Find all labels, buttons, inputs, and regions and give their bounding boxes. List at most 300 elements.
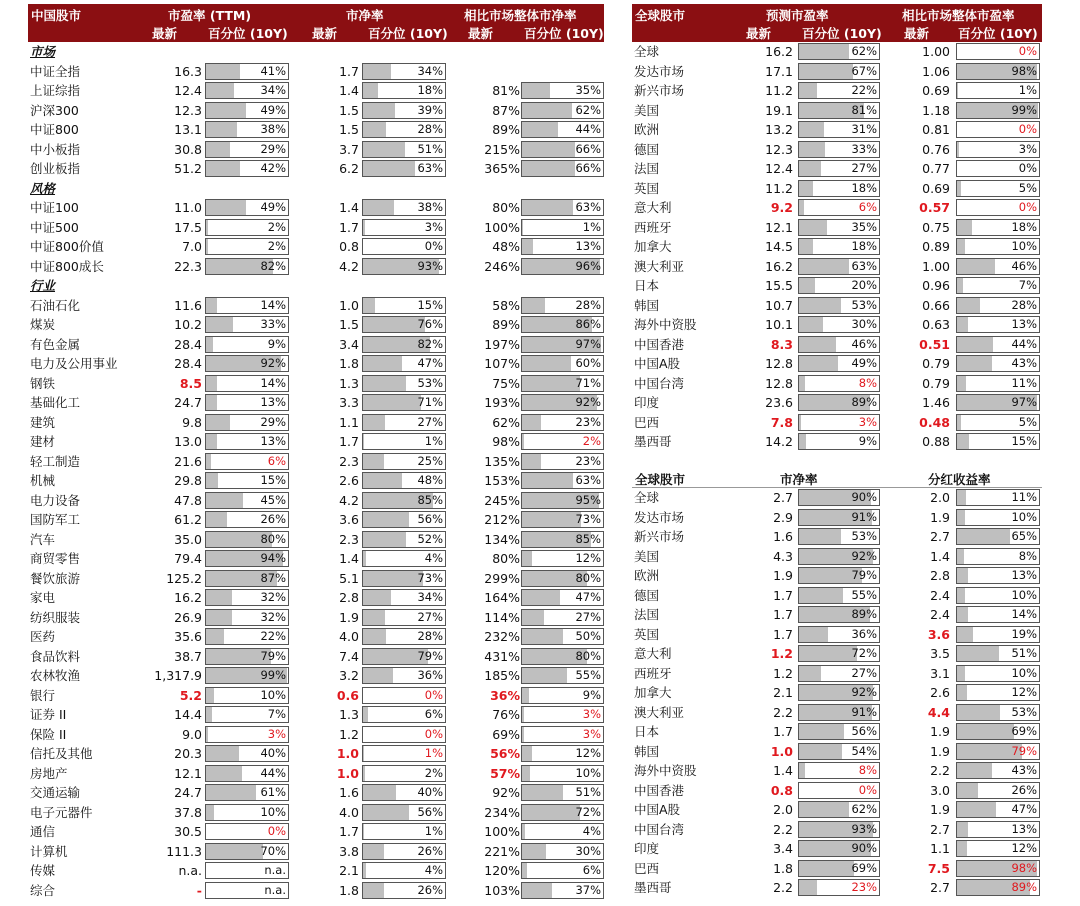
percentile-bar	[362, 862, 446, 879]
pb-latest: 2.1	[339, 863, 359, 878]
row-label: 创业板指	[30, 161, 81, 176]
table-row	[632, 42, 1042, 62]
percentile-fill	[363, 376, 406, 391]
percentile-value: 28%	[575, 297, 601, 312]
dividend-yield-latest: 3.1	[930, 665, 950, 681]
pe-latest: 16.2	[174, 590, 202, 605]
percentile-value: 76%	[417, 317, 443, 331]
percentile-value: 8%	[858, 763, 877, 777]
percentile-bar	[362, 765, 446, 782]
percentile-bar	[521, 648, 604, 665]
percentile-bar	[798, 199, 880, 216]
table-row	[28, 81, 604, 101]
dividend-yield-latest: 1.9	[930, 802, 950, 817]
table-row	[632, 664, 1042, 684]
percentile-fill	[522, 356, 571, 371]
row-label: 发达市场	[634, 63, 685, 79]
percentile-fill	[799, 646, 857, 661]
table-row	[632, 432, 1042, 452]
percentile-bar	[956, 528, 1040, 545]
forward-pe-latest: 8.3	[770, 336, 793, 352]
percentile-value: 87%	[260, 570, 286, 585]
percentile-fill	[363, 707, 368, 722]
percentile-fill	[363, 746, 364, 761]
percentile-fill	[363, 512, 409, 527]
row-label: 加拿大	[634, 685, 672, 700]
percentile-bar	[798, 528, 880, 545]
percentile-bar	[362, 121, 446, 138]
percentile-value: 54%	[851, 743, 877, 758]
percentile-fill	[957, 685, 967, 700]
pb-latest: 1.4	[339, 200, 359, 215]
table-row	[28, 257, 604, 277]
percentile-value: 86%	[575, 317, 601, 331]
percentile-bar	[521, 862, 604, 879]
row-label: 中国香港	[634, 782, 685, 798]
percentile-fill	[206, 746, 239, 761]
percentile-bar	[956, 375, 1040, 392]
row-label: 美国	[634, 102, 660, 118]
table-row	[632, 237, 1042, 257]
percentile-fill	[799, 627, 828, 642]
percentile-bar	[798, 509, 880, 526]
row-label: 汽车	[30, 531, 56, 547]
header-market: 全球股市	[635, 472, 686, 487]
percentile-bar	[205, 297, 289, 314]
global-pb-body	[632, 488, 1042, 898]
percentile-fill	[522, 551, 532, 566]
pe-latest: 125.2	[166, 570, 202, 586]
pb-latest: 1.6	[339, 785, 359, 800]
row-label: 全球	[634, 44, 660, 59]
dividend-yield-latest: 2.8	[930, 568, 950, 583]
percentile-bar	[521, 238, 604, 255]
percentile-bar	[798, 821, 880, 838]
percentile-bar	[521, 550, 604, 567]
percentile-bar	[205, 199, 289, 216]
global-pb-header	[632, 470, 1042, 488]
pe-latest: 24.7	[174, 395, 202, 410]
percentile-bar	[956, 782, 1040, 799]
table-row	[28, 686, 604, 706]
row-label: 意大利	[634, 200, 672, 215]
percentile-fill	[363, 200, 394, 215]
row-label: 欧洲	[634, 568, 660, 583]
percentile-value: 55%	[851, 587, 877, 602]
table-row	[632, 508, 1042, 528]
relpb-latest: 36%	[490, 687, 520, 703]
forward-pe-latest: 12.4	[765, 161, 793, 176]
row-label: 商贸零售	[30, 551, 81, 566]
percentile-fill	[957, 568, 968, 583]
percentile-value: 38%	[260, 122, 286, 136]
china-valuation-table	[28, 4, 604, 900]
percentile-fill	[206, 707, 212, 722]
percentile-bar	[956, 180, 1040, 197]
table-row	[28, 452, 604, 472]
percentile-fill	[206, 727, 208, 742]
relpb-latest: 431%	[484, 648, 520, 664]
row-label: 加拿大	[634, 239, 672, 254]
percentile-value: 82%	[417, 336, 443, 351]
percentile-bar	[521, 414, 604, 431]
row-label: 英国	[634, 180, 660, 196]
row-label: 农林牧渔	[30, 668, 81, 683]
percentile-value: 56%	[851, 724, 877, 738]
percentile-bar	[521, 687, 604, 704]
percentile-fill	[799, 880, 817, 895]
percentile-bar	[205, 121, 289, 138]
percentile-fill	[799, 200, 804, 215]
header-relpb: 相比市场整体市净率	[464, 8, 577, 23]
percentile-fill	[522, 434, 524, 449]
percentile-bar	[205, 843, 289, 860]
relpe-latest: 0.66	[922, 297, 950, 313]
dividend-yield-latest: 4.4	[927, 704, 950, 720]
percentile-fill	[957, 259, 995, 274]
table-row	[28, 861, 604, 881]
relpb-latest: 197%	[484, 336, 520, 352]
pb-latest: 1.9	[339, 609, 359, 625]
percentile-value: 51%	[417, 141, 443, 156]
relpe-latest: 0.81	[922, 122, 950, 137]
pe-latest: 11.0	[174, 200, 202, 215]
percentile-fill	[363, 590, 391, 605]
percentile-bar	[521, 355, 604, 372]
percentile-fill	[522, 844, 546, 859]
percentile-fill	[522, 785, 563, 800]
relpb-latest: 100%	[484, 824, 520, 839]
percentile-bar	[956, 723, 1040, 740]
pb-latest: 1.7	[339, 434, 359, 449]
percentile-fill	[522, 161, 575, 176]
percentile-bar	[956, 665, 1040, 682]
percentile-value: 10%	[1011, 509, 1037, 524]
percentile-fill	[957, 434, 969, 449]
pb-latest: 1.2	[339, 726, 359, 742]
percentile-bar	[521, 258, 604, 275]
relpb-latest: 114%	[484, 609, 520, 625]
percentile-value: 95%	[575, 492, 601, 507]
percentile-bar	[956, 238, 1040, 255]
percentile-value: 34%	[260, 83, 286, 97]
percentile-value: 34%	[417, 590, 443, 604]
relpb-latest: 245%	[484, 492, 520, 508]
percentile-value: 9%	[858, 434, 877, 448]
percentile-bar	[798, 258, 880, 275]
forward-pe-latest: 11.2	[765, 83, 793, 98]
forward-pe-latest: 14.2	[765, 434, 793, 449]
dividend-yield-latest: 2.7	[930, 821, 950, 837]
pb-latest: 1.0	[339, 297, 359, 313]
percentile-bar	[521, 472, 604, 489]
percentile-value: 79%	[1011, 743, 1037, 758]
row-label: 日本	[634, 724, 660, 739]
percentile-bar	[205, 63, 289, 80]
percentile-bar	[362, 394, 446, 411]
pe-latest: 9.8	[182, 414, 202, 430]
row-label: 沪深300	[30, 102, 79, 118]
percentile-value: 46%	[1011, 258, 1037, 273]
pe-latest: 51.2	[174, 161, 202, 176]
pe-latest: 13.0	[174, 434, 202, 449]
percentile-bar	[205, 648, 289, 665]
percentile-fill	[957, 841, 967, 856]
table-row	[632, 120, 1042, 140]
table-row	[632, 644, 1042, 664]
percentile-fill	[957, 646, 999, 661]
percentile-value: 51%	[575, 785, 601, 799]
percentile-bar	[798, 277, 880, 294]
percentile-fill	[957, 142, 959, 157]
table-row	[632, 781, 1042, 801]
percentile-value: 71%	[417, 395, 443, 409]
percentile-bar	[956, 626, 1040, 643]
pb-latest: 3.4	[773, 841, 793, 856]
percentile-fill	[799, 337, 836, 352]
percentile-value: 47%	[575, 590, 601, 604]
percentile-value: 10%	[575, 765, 601, 780]
percentile-bar	[205, 862, 289, 879]
relpb-latest: 193%	[484, 395, 520, 410]
row-label: 纺织服装	[30, 609, 81, 625]
forward-pe-latest: 9.2	[770, 200, 793, 215]
row-label: 上证综指	[30, 83, 81, 98]
percentile-value: 13%	[1011, 317, 1037, 331]
percentile-bar	[956, 102, 1040, 119]
section-title: 市场	[30, 44, 56, 59]
row-label: 澳大利亚	[634, 704, 685, 720]
percentile-bar	[798, 316, 880, 333]
relpb-latest: 100%	[484, 219, 520, 235]
percentile-bar	[362, 550, 446, 567]
pb-latest: 2.0	[773, 802, 793, 817]
percentile-fill	[206, 161, 240, 176]
relpb-latest: 232%	[484, 629, 520, 644]
pe-latest: 37.8	[174, 804, 202, 820]
percentile-value: 12%	[1011, 685, 1037, 699]
percentile-value: 14%	[1011, 607, 1037, 621]
table-row	[28, 374, 604, 394]
table-row	[28, 647, 604, 667]
header-market: 全球股市	[635, 8, 686, 23]
forward-pe-latest: 16.2	[765, 258, 793, 274]
percentile-fill	[363, 142, 405, 157]
percentile-fill	[363, 883, 384, 898]
relpb-latest: 76%	[492, 707, 520, 722]
pb-latest: 1.1	[339, 414, 359, 430]
relpe-latest: 0.79	[922, 375, 950, 391]
row-label: 保险 II	[30, 726, 67, 742]
percentile-value: 2%	[267, 219, 286, 234]
pb-latest: 3.4	[339, 336, 359, 352]
percentile-value: 63%	[575, 473, 601, 487]
row-label: 中小板指	[30, 141, 81, 157]
percentile-value: 23%	[575, 414, 601, 429]
percentile-fill	[363, 668, 393, 683]
row-label: 轻工制造	[30, 453, 81, 469]
percentile-value: 4%	[424, 863, 443, 877]
row-label: 中证全指	[30, 63, 81, 79]
percentile-value: 23%	[575, 453, 601, 468]
percentile-fill	[799, 861, 854, 876]
row-label: 中证800价值	[30, 239, 104, 254]
percentile-value: 89%	[851, 607, 877, 621]
percentile-bar	[362, 609, 446, 626]
pb-latest: 6.2	[339, 161, 359, 176]
relpb-latest: 57%	[490, 765, 520, 781]
percentile-bar	[362, 726, 446, 743]
dividend-yield-latest: 2.7	[930, 529, 950, 544]
percentile-value: 92%	[851, 548, 877, 563]
table-row	[28, 218, 604, 238]
table-row	[632, 374, 1042, 394]
row-label: 中证500	[30, 219, 79, 235]
percentile-fill	[363, 629, 386, 644]
pe-latest: 16.3	[174, 63, 202, 79]
pb-latest: 1.2	[770, 646, 793, 661]
percentile-value: 7%	[1018, 278, 1037, 292]
pb-latest: 3.7	[339, 141, 359, 157]
table-row	[28, 354, 604, 374]
header-latest: 最新	[468, 26, 494, 41]
percentile-bar	[798, 489, 880, 506]
percentile-value: 6%	[582, 863, 601, 877]
percentile-bar	[521, 394, 604, 411]
percentile-bar	[956, 336, 1040, 353]
percentile-value: 19%	[1011, 626, 1037, 641]
percentile-value: 79%	[417, 648, 443, 663]
relpe-latest: 0.57	[919, 200, 950, 215]
percentile-fill	[799, 415, 801, 430]
percentile-bar	[362, 414, 446, 431]
dividend-yield-latest: 2.2	[930, 763, 950, 778]
percentile-bar	[798, 567, 880, 584]
percentile-bar	[362, 102, 446, 119]
row-label: 基础化工	[30, 395, 81, 410]
percentile-bar	[362, 511, 446, 528]
percentile-bar	[521, 531, 604, 548]
percentile-bar	[956, 840, 1040, 857]
percentile-fill	[206, 434, 217, 449]
percentile-bar	[521, 843, 604, 860]
percentile-bar	[205, 804, 289, 821]
percentile-fill	[799, 376, 805, 391]
percentile-value: 63%	[851, 258, 877, 273]
table-row	[632, 722, 1042, 742]
percentile-value: 49%	[260, 102, 286, 117]
percentile-value: 4%	[424, 551, 443, 565]
table-row	[632, 140, 1042, 160]
row-label: 信托及其他	[30, 746, 93, 761]
percentile-fill	[206, 200, 246, 215]
percentile-fill	[522, 220, 523, 235]
pb-latest: 3.8	[339, 843, 359, 859]
percentile-bar	[362, 82, 446, 99]
dividend-yield-latest: 1.9	[930, 509, 950, 525]
percentile-bar	[956, 489, 1040, 506]
percentile-bar	[521, 589, 604, 606]
row-label: 印度	[634, 841, 660, 856]
relpe-latest: 0.76	[922, 141, 950, 157]
percentile-value: 13%	[1011, 821, 1037, 836]
percentile-value: 9%	[582, 687, 601, 702]
row-label: 石油石化	[30, 297, 81, 313]
percentile-value: 12%	[575, 746, 601, 760]
pb-latest: 0.6	[336, 687, 359, 703]
percentile-fill	[957, 529, 1010, 544]
table-row	[632, 761, 1042, 781]
percentile-fill	[206, 590, 232, 605]
percentile-bar	[956, 316, 1040, 333]
percentile-bar	[362, 745, 446, 762]
percentile-bar	[521, 453, 604, 470]
percentile-value: 29%	[260, 414, 286, 429]
percentile-value: 5%	[1018, 414, 1037, 429]
percentile-bar	[521, 160, 604, 177]
percentile-value: 90%	[851, 490, 877, 504]
dividend-yield-latest: 3.0	[930, 782, 950, 798]
header-percentile: 百分位 (10Y)	[208, 26, 288, 41]
percentile-fill	[363, 454, 384, 469]
table-row	[28, 881, 604, 901]
relpe-latest: 0.77	[922, 161, 950, 176]
percentile-value: 15%	[417, 297, 443, 312]
pb-latest: 7.4	[339, 648, 359, 664]
pb-latest: 1.7	[773, 626, 793, 642]
table-row	[28, 744, 604, 764]
percentile-value: 3%	[582, 707, 601, 721]
percentile-bar	[798, 219, 880, 236]
percentile-bar	[521, 628, 604, 645]
percentile-value: 42%	[260, 161, 286, 175]
pb-latest: 1.7	[339, 219, 359, 235]
percentile-value: 32%	[260, 590, 286, 604]
percentile-value: 35%	[575, 83, 601, 97]
forward-pe-latest: 16.2	[765, 44, 793, 59]
row-label: 新兴市场	[634, 529, 685, 544]
percentile-fill	[363, 356, 402, 371]
percentile-value: 85%	[575, 531, 601, 546]
forward-pe-latest: 17.1	[765, 63, 793, 79]
percentile-value: 2%	[582, 434, 601, 448]
percentile-bar	[956, 355, 1040, 372]
forward-pe-latest: 11.2	[765, 180, 793, 196]
table-row	[28, 725, 604, 745]
table-row	[28, 315, 604, 335]
percentile-fill	[522, 746, 532, 761]
relpe-latest: 1.00	[922, 44, 950, 59]
pb-latest: 1.6	[773, 529, 793, 544]
row-label: 食品饮料	[30, 648, 81, 664]
percentile-value: 55%	[575, 668, 601, 682]
percentile-value: 94%	[260, 551, 286, 565]
percentile-fill	[522, 863, 527, 878]
relpb-latest: 120%	[484, 863, 520, 878]
table-row	[28, 666, 604, 686]
percentile-bar	[362, 687, 446, 704]
percentile-bar	[205, 160, 289, 177]
percentile-value: 44%	[1011, 336, 1037, 351]
percentile-bar	[362, 823, 446, 840]
percentile-bar	[798, 606, 880, 623]
percentile-fill	[206, 844, 263, 859]
percentile-value: 27%	[851, 161, 877, 175]
section-heading	[28, 276, 604, 296]
percentile-fill	[522, 376, 580, 391]
percentile-fill	[206, 766, 242, 781]
percentile-value: 0%	[424, 726, 443, 741]
